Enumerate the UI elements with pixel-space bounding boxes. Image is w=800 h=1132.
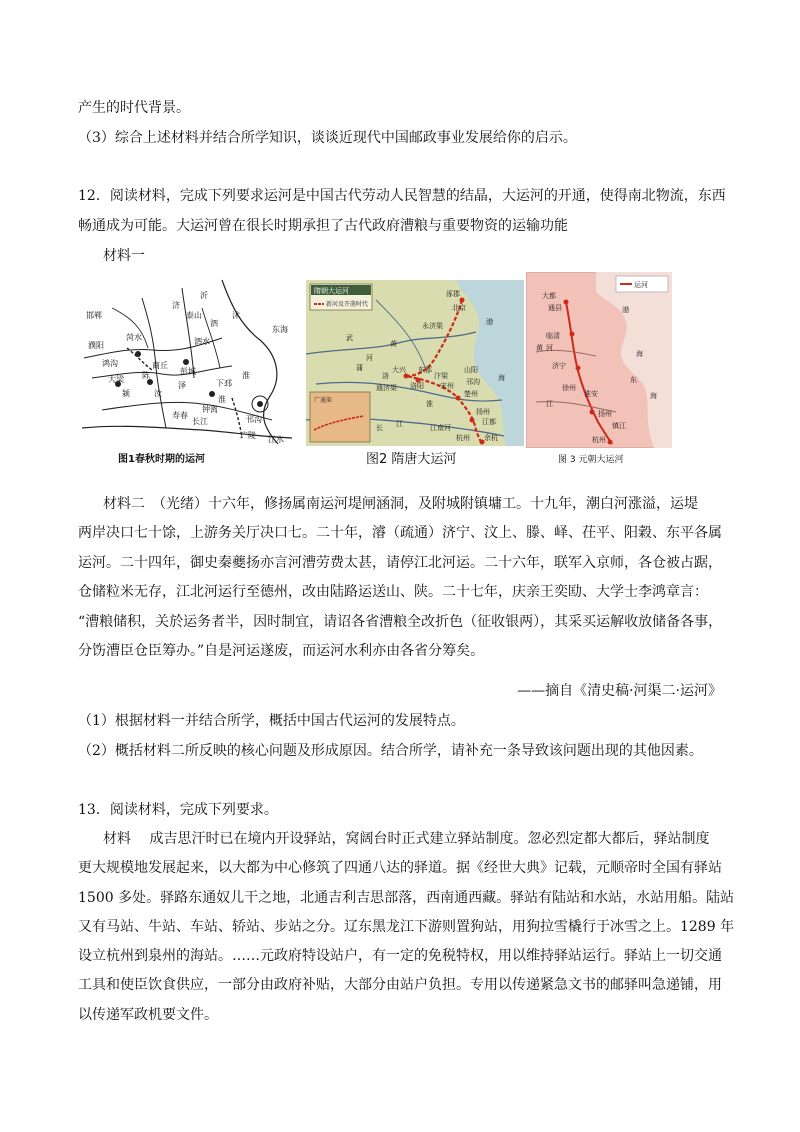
fig2-legend-item: 新河及开凿时代 <box>326 301 369 308</box>
fig2-label: 楚州 <box>464 390 478 398</box>
fig1-label: 菏水 <box>126 333 142 342</box>
q13-material-line: 又有马站、牛站、车站、轿站、步站之分。辽东黑龙江下游则置狗站，用狗拉雪橇行于冰雪之上。1289 年 <box>78 919 735 935</box>
material-2-line: 两岸决口七十馀，上游务关厅决口七。二十年，濬（疏通）济宁、汶上、滕、峄、茌平、阳穀、东平各属 <box>78 525 722 541</box>
fig3-label: 淮安 <box>584 390 598 398</box>
fig1-label: 颍 <box>122 389 130 398</box>
fig1-label: 鸿沟 <box>102 359 118 368</box>
fig2-label: 江 <box>396 420 403 428</box>
fig1-label: 济 <box>172 301 180 310</box>
fig1-label: 彭城 <box>180 367 196 376</box>
q13-material-line: 工具和使臣饮食供应，一部分由政府补贴，大部分由站户负担。专用以传递紧急文书的邮驿叫急递铺，用 <box>78 977 722 993</box>
fig2-legend-title: 隋朝大运河 <box>314 287 349 295</box>
fig2-label: 东都 <box>418 366 432 374</box>
material-2-source: ——摘自《清史稿·河渠二·运河》 <box>517 683 722 699</box>
figure-1-spring-autumn-canals <box>82 278 300 468</box>
fig2-label: 北京 <box>452 304 466 312</box>
fig1-label: 泽 <box>178 381 186 390</box>
fig3-label: 临清 <box>546 332 560 340</box>
fig2-label: 江都 <box>482 418 496 426</box>
fig2-label: 大兴 <box>392 366 406 374</box>
fig3-label: 通县 <box>548 304 562 312</box>
fig2-label: 渤 <box>486 318 493 326</box>
fig1-label: 淮 <box>242 371 250 380</box>
fig3-label: 杭州 <box>592 436 606 444</box>
fig2-inset-label: 广通渠 <box>314 397 333 404</box>
fig2-label: 淮 <box>426 400 433 408</box>
q13-material-line: 设立杭州到泉州的海站。……元政府特设站户，有一定的免税特权，用以维持驿站运行。驿站上一切交通 <box>78 948 722 964</box>
fig1-label: 沭 <box>232 311 240 320</box>
fig2-label: 汴梁 <box>434 372 448 380</box>
fig2-label: 杭州 <box>456 434 470 442</box>
fig1-label: 泰山 <box>186 311 202 320</box>
q12-intro-line2: 畅通成为可能。大运河曾在很长时期承担了古代政府漕粮与重要物资的运输功能 <box>78 218 568 234</box>
material-2-line: “漕粮储积，关於运务者半，因时制宜，请诏各省漕粮全改折色（征收银两），其采买运解收放储备各事， <box>78 614 723 630</box>
fig1-label: 汝 <box>154 389 162 398</box>
fig1-label: 下邳 <box>216 379 232 388</box>
figure-3-caption: 图 3 元朝大运河 <box>558 455 624 465</box>
fig2-label: 长 <box>376 424 383 432</box>
q11-tail: 产生的时代背景。 <box>78 100 190 116</box>
fig2-label: 河 <box>366 354 373 362</box>
fig2-label: 通济渠 <box>376 384 397 392</box>
fig2-label: 黄 <box>390 340 397 348</box>
fig1-label: 邯郸 <box>86 311 102 320</box>
q13-material-line: 1500 多处。驿路东通奴儿干之地，北通吉利吉思部落，西南通西藏。驿站有陆站和水站，水站用船。陆站 <box>78 890 735 906</box>
fig3-label: 扬州 <box>598 410 612 418</box>
fig2-label: 山阳 <box>464 366 478 374</box>
fig2-label: 邗沟 <box>466 378 480 386</box>
fig1-label: 东海 <box>272 325 288 334</box>
q13-title: 13．阅读材料，完成下列要求。 <box>78 802 278 818</box>
q12-sub2: （2）概括材料二所反映的核心问题及形成原因。结合所学，请补充一条导致该问题出现的其他因素。 <box>78 743 703 759</box>
material-2-line: 仓储粒米无存，江北河运行至德州，改由陆路运送山、陕。二十七年，庆亲王奕劻、大学士李鸿章言： <box>78 584 708 600</box>
fig1-label: 寿春 <box>172 411 188 420</box>
fig1-label: 泗 <box>210 319 218 328</box>
fig1-label: 濮阳 <box>88 341 104 350</box>
fig1-label: 泗水 <box>194 337 210 346</box>
figure-2-caption: 图2 隋唐大运河 <box>366 452 457 467</box>
fig1-label: 陈 <box>142 371 150 380</box>
fig1-label: 商丘 <box>152 361 168 370</box>
fig3-label: 河 <box>546 344 553 352</box>
fig1-label: 大梁 <box>108 375 124 384</box>
fig2-label: 宋州 <box>440 382 454 390</box>
fig2-label: 蒲 <box>356 364 363 372</box>
fig2-label: 洛 <box>382 372 389 380</box>
q11-sub3: （3）综合上述材料并结合所学知识，谈谈近现代中国邮政事业发展给你的启示。 <box>78 130 577 146</box>
fig2-label: 武 <box>346 334 353 342</box>
q13-material-line: 更大规模地发展起来，以大都为中心修筑了四通八达的驿道。据《经世大典》记载，元顺帝时全国有驿站 <box>78 860 722 876</box>
fig1-label: 广陵 <box>240 431 256 440</box>
q12-material1-label: 材料一 <box>103 248 145 264</box>
fig3-label: 东 <box>630 376 637 384</box>
fig2-label: 江南河 <box>430 424 451 432</box>
fig2-label: 涿郡 <box>446 290 460 298</box>
fig3-label: 海 <box>650 392 657 400</box>
q13-material-line: 以传递军政机要文件。 <box>78 1007 218 1023</box>
figure-1-caption: 图1春秋时期的运河 <box>118 454 205 465</box>
figure-2-sui-tang-canal <box>306 280 524 470</box>
material-2-line: 运河。二十四年，御史秦夔扬亦言河漕劳费太甚，请停江北河运。二十六年，联军入京师，各仓被占踞， <box>78 555 722 571</box>
figure-3-yuan-canal <box>526 272 676 468</box>
fig2-label: 洛阳 <box>410 382 424 390</box>
q12-sub1: （1）根据材料一并结合所学，概括中国古代运河的发展特点。 <box>78 713 465 729</box>
material-2-line: 分饬漕臣仓臣筹办。”自是河运遂废，而运河水利亦由各省分筹矣。 <box>78 643 485 659</box>
fig1-label: 沂 <box>200 291 208 300</box>
fig3-label: 海 <box>636 350 643 358</box>
q12-intro-line1: 12．阅读材料，完成下列要求运河是中国古代劳动人民智慧的结晶，大运河的开通，使得南北物流，东西 <box>78 188 726 204</box>
fig1-label: 邗沟 <box>246 415 262 424</box>
q13-material-line: 材料 成吉思汗时已在境内开设驿站，窝阔台时正式建立驿站制度。忽必烈定都大都后，驿站制度 <box>103 831 710 847</box>
fig3-label: 江 <box>546 400 553 408</box>
fig3-label: 渤 <box>622 306 629 314</box>
fig1-label: 长江 <box>192 417 208 426</box>
fig1-label: 钟离 <box>202 405 218 414</box>
fig2-label: 海 <box>498 374 505 382</box>
fig3-label: 大都 <box>542 292 556 300</box>
fig3-legend-item: 运河 <box>634 281 648 289</box>
fig3-label: 黄 <box>536 344 543 352</box>
fig3-label: 济宁 <box>552 362 566 370</box>
fig3-label: 镇江 <box>612 422 626 430</box>
fig2-label: 永济渠 <box>422 322 443 330</box>
fig3-label: 徐州 <box>562 384 576 392</box>
fig1-label: 淮 <box>218 395 226 404</box>
material-2-line: 材料二 （光绪）十六年，修扬属南运河堤闸涵洞，及附城附镇墉工。十九年，潮白河涨溢，运堤 <box>103 496 698 512</box>
fig2-label: 扬州 <box>476 408 490 416</box>
fig2-label: 余杭 <box>484 434 498 442</box>
fig1-label: 江水 <box>268 435 284 444</box>
